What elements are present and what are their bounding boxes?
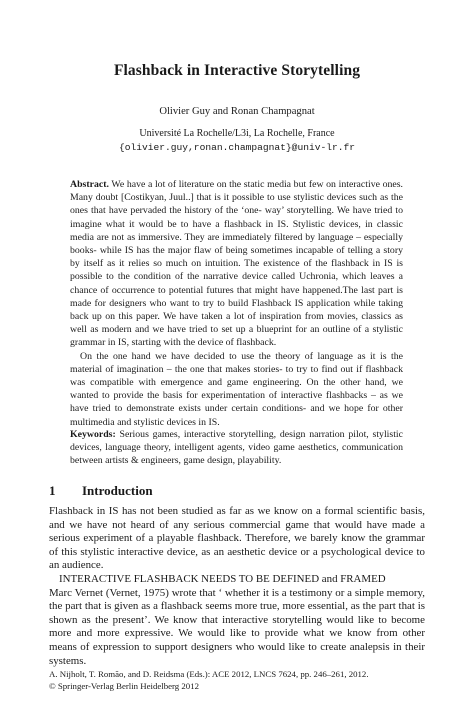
keywords [70, 428, 403, 468]
affiliation: Université La Rochelle/L3i, La Rochelle, France [139, 128, 335, 139]
abstract-paragraph-2: On the one hand we have decided to use the theory of language as it is the material of imagination – the one that makes stories- to try to find out if flashback was compatible with emergence and game engineering. On the other hand, we wanted to provide the basis for experimentation of interactive flashbacks – as we have tried to demonstrate exists under certain conditions- and we hope for other multimedia and stylistic devices in IS. [70, 350, 403, 428]
abstract-text-1: We have a lot of literature on the static media but few on interactive ones. Many doubt [Costikyan, Juul..] that is it possible to use stylistic devices such as the ones that have pervaded the history of the ‘one- way’ storytelling. We have tried to imagine what it would be to have a flashback in IS. Stylistic devices, in classic media are not as immersive. They are immediately filtered by language – especially books- while IS has the major flaw of being sometimes incapable of telling a story by itself as it relies so much on intuition. The existence of the flashback in IS is possible to the condition of the narrative device called Uchronia, which leaves a chance of occurrence to potential futures that might have happened.The last part is made for designers who want to try to build Flashback IS application while taking back up on this paper. We have taken a lot of inspiration from movies, classics as well as modern and we have tried to set up a blueprint for an outline of a stylistic grammar in IS, starting with the device of flashback. [70, 179, 403, 349]
author-email: {olivier.guy,ronan.champagnat}@univ-lr.fr [118, 142, 356, 153]
citation-line: A. Nijholt, T. Romão, and D. Reidsma (Eds.): ACE 2012, LNCS 7624, pp. 246–261, 2012. [49, 669, 369, 679]
keywords-label: Keywords: [70, 429, 116, 440]
abstract-label: Abstract. [70, 179, 109, 190]
body-paragraph-1: Flashback in IS has not been studied as far as we know on a formal scientific basis, and we have not heard of any serious commercial game that would have made a serious experiment of a playable flashback. Therefore, we barely know the grammar of this stylistic interactive device, as an aesthetic device or a psychological device to an audience. [49, 505, 425, 572]
abstract-paragraph-1 [70, 178, 403, 350]
paper-authors: Olivier Guy and Ronan Champagnat [159, 106, 315, 117]
keywords-text: Serious games, interactive storytelling, design narration pilot, stylistic devices, language theory, intelligent agents, video game aesthetics, communication between artists & engineers, game design, playability. [70, 429, 404, 467]
body-paragraph-3: Marc Vernet (Vernet, 1975) wrote that ‘ whether it is a testimony or a simple memory, the part that is given as a flashback seems more true, more essential, as the part that is shown as the present’. We know that interactive storytelling would like to become more and more expressive. We would like to provide what we know from other means of expression to support designers who would like to create analepsis in their systems. [49, 586, 425, 667]
body-paragraph-2: INTERACTIVE FLASHBACK NEEDS TO BE DEFINED and FRAMED [59, 572, 386, 585]
affiliation-block [0, 127, 474, 155]
section-title: Introduction [82, 483, 153, 498]
copyright-line: © Springer-Verlag Berlin Heidelberg 2012 [49, 681, 199, 691]
abstract [70, 178, 403, 429]
section-body [49, 505, 425, 668]
paper-title: Flashback in Interactive Storytelling [113, 62, 361, 79]
section-number: 1 [49, 483, 56, 498]
page-footer [49, 668, 425, 692]
section-heading [49, 483, 153, 499]
keywords-paragraph [70, 428, 403, 468]
